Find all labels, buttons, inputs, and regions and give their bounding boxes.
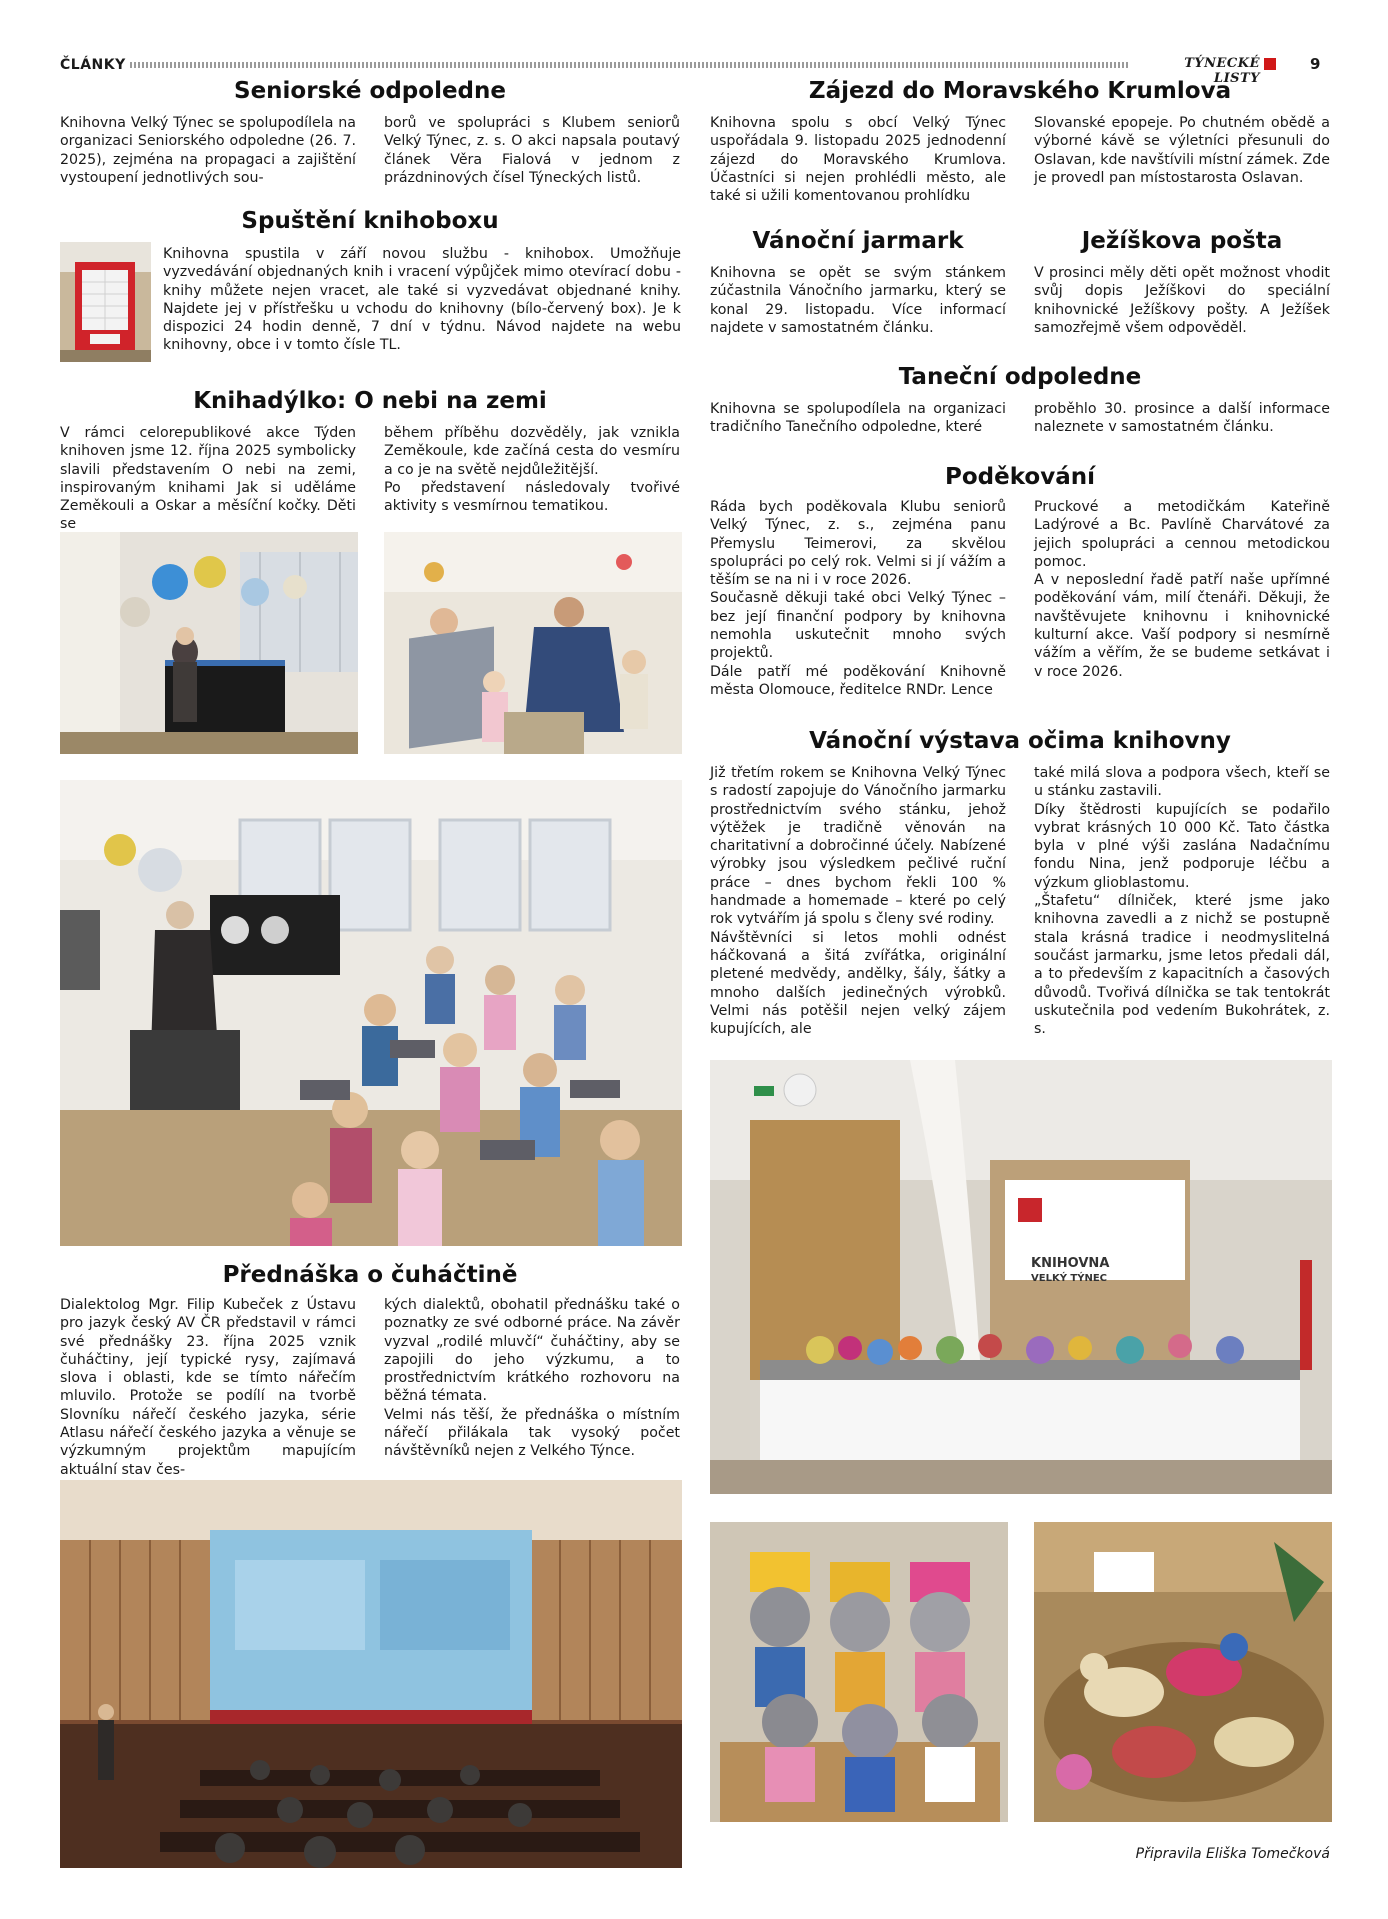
- jeziskova-title: Ježíškova pošta: [1081, 228, 1283, 254]
- brand-logo-icon: [1264, 58, 1276, 70]
- tanecni-text-col1: Knihovna se spolupodílela na organizaci tradičního Tanečního odpoledne, které: [710, 401, 1006, 436]
- vystava-title: Vánoční výstava očima knihovny: [809, 728, 1231, 754]
- jarmark-title: Vánoční jarmark: [752, 228, 964, 254]
- vystava-text-col1: Již třetím rokem se Knihovna Velký Týnec s radostí zapojuje do Vánočního jarmarku prostřednictvím svého stánku, jehož výtěžek je tradičně věnován na charitativní a dobročinné účely. Nabízené výrobky jsou výsledkem pečlivé ruční práce – dnes bychom řekli 100 % handmade a homemade – které po celý rok vytvářím já spolu s členy své rodiny. Návštěvníci si letos mohli odnést háčkovaná a šitá zvířátka, originální pletené medvědy, andělky, šály, šátky a mnoho dalších jedinečných výrobků. Velmi nás potěšil nejen velký zájem kupujících, ale: [710, 765, 1006, 1038]
- jarmark-text: Knihovna se opět se svým stánkem zúčastnila Vánočního jarmarku, který se konal 29. listopadu. Více informací najdete v samostatném článku.: [710, 265, 1006, 336]
- lecture-hall-photo: [60, 1480, 682, 1868]
- section-label: ČLÁNKY: [60, 57, 126, 73]
- knihobox-photo: [60, 242, 151, 362]
- knihadylko-text-col2: během příběhu dozvěděly, jak vznikla Zeměkoule, kde začíná cesta do vesmíru a co je na světě nejdůležitější. Po představení následovaly tvořivé aktivity s vesmírnou tematikou.: [384, 425, 680, 515]
- tanecni-text-col2: proběhlo 30. prosince a další informace naleznete v samostatném článku.: [1034, 401, 1330, 436]
- crocheted-animals-photo: [1034, 1522, 1332, 1822]
- tanecni-title: Taneční odpoledne: [898, 364, 1142, 390]
- podekovani-title: Poděkování: [945, 464, 1095, 490]
- puppet-show-photo: [60, 532, 358, 754]
- creative-activities-photo: [384, 532, 682, 754]
- library-stand-photo: [710, 1060, 1332, 1494]
- stand-banner-line2: VELKÝ TÝNEC: [1031, 1273, 1108, 1284]
- author-credit: Připravila Eliška Tomečková: [1135, 1846, 1330, 1862]
- prednaska-title: Přednáška o čuháčtině: [222, 1262, 518, 1288]
- seniors-text-col1: Knihovna Velký Týnec se spolupodílela na organizaci Seniorského odpoledne (26. 7. 2025), zejména na propagaci a zajištění vystoupení jednotlivých sou-: [60, 115, 356, 186]
- zajezd-text-col2: Slovanské epopeje. Po chutném obědě a výborné kávě se výletníci přesunuli do Oslavan, kde navštívili místní zámek. Zde je provedl pan místostarosta Oslavan.: [1034, 115, 1331, 186]
- page-number: 9: [1310, 55, 1321, 73]
- seniors-title: Seniorské odpoledne: [234, 78, 506, 104]
- podekovani-text-col2: Pruckové a metodičkám Kateřině Ladýrové a Bc. Pavlíně Charvátové za jejich spolupráci a cennou metodickou pomoc. A v neposlední řadě patří naše upřímné poděkování vám, milí čtenáři. Děkuji, že navštěvujete knihovnu i knihovnické kulturní akce. Vaší podpory si nesmírně vážím a věřím, že se budeme setkávat i v roce 2026.: [1034, 499, 1330, 680]
- zajezd-title: Zájezd do Moravského Krumlova: [808, 78, 1232, 104]
- podekovani-text-col1: Ráda bych poděkovala Klubu seniorů Velký Týnec, z. s., zejména panu Přemyslu Teimerovi, za skvělou spolupráci po celý rok. Velmi si jí vážím a těším se na ni i v roce 2026. Současně děkuji také obci Velký Týnec – bez její finanční podpory by knihovna nemohla uskutečnit mnoho svých projektů. Dále patří mé poděkování Knihovně města Olomouce, ředitelce RNDr. Lence: [710, 499, 1006, 698]
- seniors-text-col2: borů ve spolupráci s Klubem seniorů Velký Týnec, z. s. O akci napsala poutavý článek Věra Fialová v jednom z prázdninových čísel Týneckých listů.: [384, 115, 680, 186]
- jeziskova-text: V prosinci měly děti opět možnost vhodit svůj dopis Ježíškovi do speciální knihovnické Ježíškovy pošty. A Ježíšek samozřejmě všem odpověděl.: [1034, 265, 1330, 336]
- prednaska-text-col1: Dialektolog Mgr. Filip Kubeček z Ústavu pro jazyk český AV ČR představil v rámci své přednášky 23. října 2025 vznik čuháčtiny, její typické rysy, zajímavá slova i oblasti, kde se tímto nářečím mluvilo. Protože se podílí na tvorbě Slovníku nářečí českého jazyka, série Atlasu nářečí českého jazyka a věnuje se výzkumným projektům mapujícím aktuální stav čes-: [60, 1297, 356, 1478]
- knihadylko-text-col1: V rámci celorepublikové akce Týden knihoven jsme 12. října 2025 symbolicky slavili představením O nebi na zemi, inspirovaným knihami Jak si uděláme Zeměkouli a Oskar a měsíční kočky. Děti se: [60, 425, 356, 533]
- zajezd-text-col1: Knihovna spolu s obcí Velký Týnec uspořádala 9. listopadu 2025 jednodenní zájezd do Moravského Krumlova. Účastníci si nejen prohlédli město, ale také si užili komentovanou prohlídku: [710, 115, 1006, 205]
- vystava-text-col2: také milá slova a podpora všech, kteří se u stánku zastavili. Díky štědrosti kupujících se podařilo vybrat krásných 10 000 Kč. Tato částka byla v plné výši zaslána Nadačnímu fondu Nina, jenž podporuje léčbu a výzkum glioblastomu. „Štafetu“ dílniček, které jsme jako knihovna zavedli a z nichž se postupně stala krásná tradice i neodmyslitelná součást jarmarku, jsme letos předali dál, a to především z kapacitních a časových důvodů. Tvořivá dílnička se tak tentokrát uskutečnila pod vedením Bukohrátek, z. s.: [1034, 765, 1330, 1038]
- knitted-bears-photo: [710, 1522, 1008, 1822]
- knihobox-text: Knihovna spustila v září novou službu - knihobox. Umožňuje vyzvedávání objednaných knih i vracení výpůjček mimo otevírací dobu - knihy můžete nejen vracet, ale také si vyzvedávat objednané knihy. Najdete jej v přístřešku u vchodu do knihovny (bílo-červený box). Je k dispozici 24 hodin denně, 7 dní v týdnu. Návod najdete na webu knihovny, obce i v tomto čísle TL.: [163, 246, 681, 354]
- brand-name: TÝNECKÉ LISTY: [1184, 56, 1260, 86]
- knihobox-title: Spuštění knihoboxu: [241, 208, 499, 234]
- header-dotted-rule: [130, 62, 1130, 68]
- prednaska-text-col2: kých dialektů, obohatil přednášku také o poznatky ze své odborné práce. Na závěr vyzval „rodilé mluvčí“ čuháčtiny, aby se zapojili do jeho výzkumu, a to prostřednictvím krátkého rozhovoru na běžná témata. Velmi nás těší, že přednáška o místním nářečí přilákala tak vysoký počet návštěvníků nejen z Velkého Týnce.: [384, 1297, 680, 1460]
- children-audience-photo: [60, 780, 682, 1246]
- knihadylko-title: Knihadýlko: O nebi na zemi: [193, 388, 547, 414]
- stand-banner-line1: KNIHOVNA: [1031, 1256, 1110, 1271]
